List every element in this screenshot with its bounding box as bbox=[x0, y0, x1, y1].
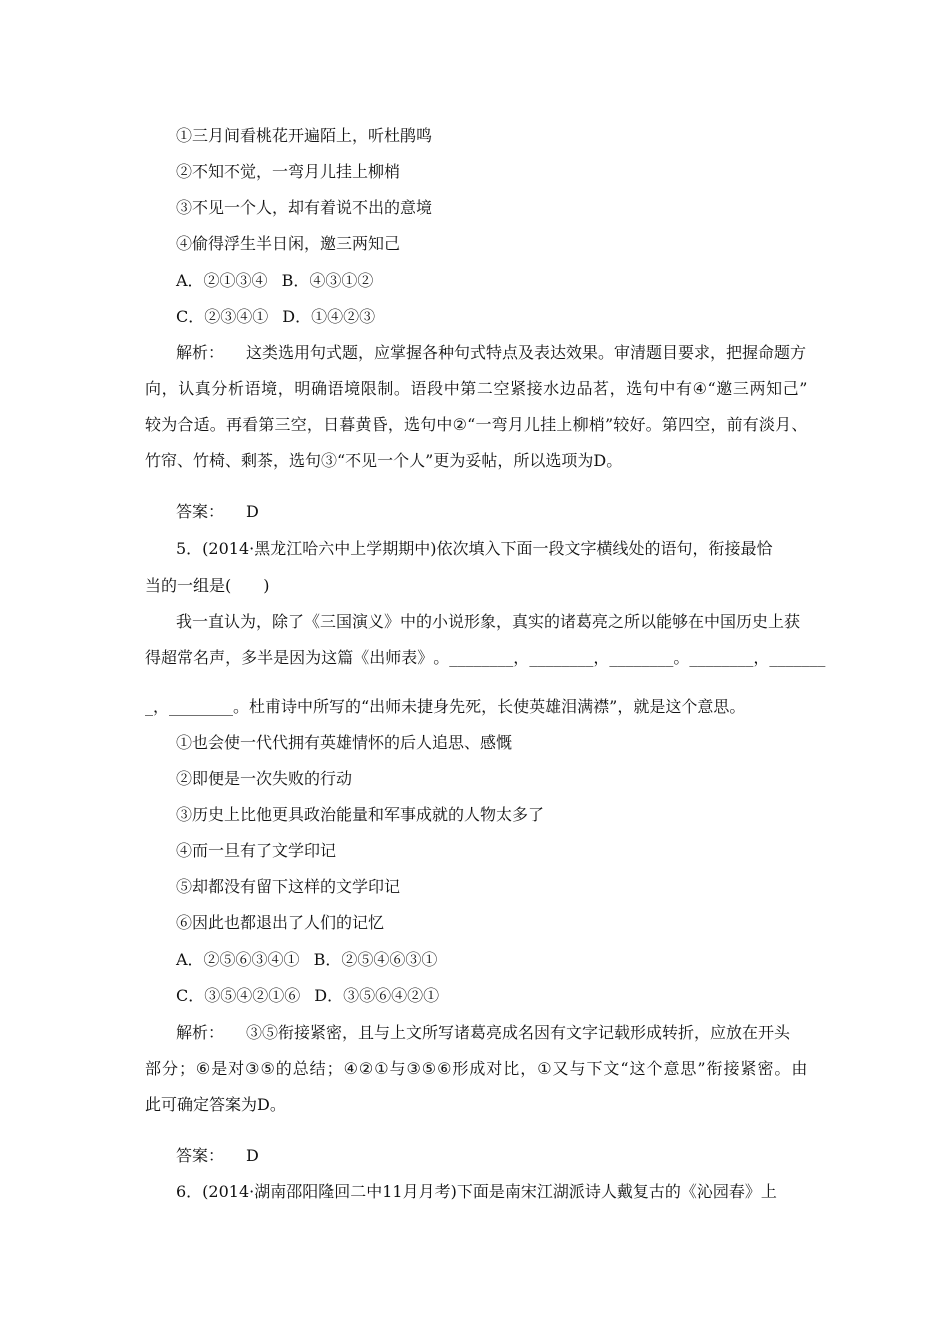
q5-choices-cd bbox=[176, 986, 439, 1006]
answer-value: D bbox=[246, 502, 259, 521]
q5-analysis-text: ③⑤衔接紧密，且与上文所写诸葛亮成名因有文字记载形成转折，应放在开头 bbox=[246, 1023, 791, 1042]
q5-answer-label: 答案： bbox=[176, 1146, 225, 1165]
q5-analysis-label: 解析： bbox=[176, 1023, 225, 1042]
passage-line-2: 得 超 常 名 声 ， 多 半 是 因 为 这 篇 《 出 师 表 》 。 _ _ _ _ _ _ _ _ ， _ _ _ _ _ _ _ _ ， _ _ _ _ _ _ _ _ 。 _ _ _ _ _ _ _ _ ， _ _ _ _ _ _ _ bbox=[145, 648, 826, 667]
question-6-heading: 6．(2014·湖南邵阳隆回二中11月月考)下面是南宋江湖派诗人戴复古的《沁园春》上 bbox=[176, 1182, 777, 1201]
q5-choice-b: B．②⑤④⑥③① bbox=[313, 950, 438, 969]
answer-label: 答案： bbox=[176, 502, 225, 521]
analysis-line-1 bbox=[176, 343, 806, 363]
q5-choices-ab bbox=[176, 950, 437, 970]
analysis-line-3: 较 为 合 适 。 再 看 第 三 空 ， 日 暮 黄 昏 ， 选 句 中 ② “ 一 弯 月 儿 挂 上 柳 梢 ” 较 好 。 第 四 空 ， 前 有 淡 月 、 bbox=[145, 415, 808, 434]
sentence-1: ①也会使一代代拥有英雄情怀的后人追思、感慨 bbox=[176, 733, 513, 752]
sentence-2: ②即便是一次失败的行动 bbox=[176, 769, 353, 788]
q5-choice-d: D．③⑤⑥④②① bbox=[314, 986, 440, 1005]
sentence-4: ④而一旦有了文学印记 bbox=[176, 841, 337, 860]
answer-choices-ab bbox=[176, 271, 373, 291]
sentence-5: ⑤却都没有留下这样的文学印记 bbox=[176, 877, 401, 896]
choice-d: D．①④②③ bbox=[282, 307, 376, 326]
option-line-3: ③不见一个人，却有着说不出的意境 bbox=[176, 198, 433, 217]
analysis-text: 这类选用句式题，应掌握各种句式特点及表达效果。审清题目要求，把握命题方 bbox=[246, 343, 807, 362]
option-line-4: ④偷得浮生半日闲，邀三两知己 bbox=[176, 234, 401, 253]
q5-answer-value: D bbox=[246, 1146, 259, 1165]
passage-line-3: _，________。杜甫诗中所写的“出师未捷身先死，长使英雄泪满襟”，就是这个意思。 bbox=[145, 697, 746, 716]
sentence-3: ③历史上比他更具政治能量和军事成就的人物太多了 bbox=[176, 805, 545, 824]
passage-line-1: 我一直认为，除了《三国演义》中的小说形象，真实的诸葛亮之所以能够在中国历史上获 bbox=[176, 612, 801, 631]
choice-c: C．②③④① bbox=[176, 307, 269, 326]
q5-choice-a: A．②⑤⑥③④① bbox=[176, 950, 300, 969]
answer-choices-cd bbox=[176, 307, 375, 327]
analysis-label: 解析： bbox=[176, 343, 225, 362]
analysis-line-2: 向 ， 认 真 分 析 语 境 ， 明 确 语 境 限 制 。 语 段 中 第 二 空 紧 接 水 边 品 茗 ， 选 句 中 有 ④ “ 邀 三 两 知 己 ” bbox=[145, 379, 808, 398]
choice-a: A．②①③④ bbox=[176, 271, 268, 290]
option-line-1: ①三月间看桃花开遍陌上，听杜鹃鸣 bbox=[176, 126, 433, 145]
choice-b: B．④③①② bbox=[281, 271, 374, 290]
question-5-heading: 5．(2014·黑龙江哈六中上学期期中)依次填入下面一段文字横线处的语句，衔接最恰 bbox=[176, 539, 773, 558]
q5-analysis-line-2: 部 分 ； ⑥ 是 对 ③ ⑤ 的 总 结 ； ④ ② ① 与 ③ ⑤ ⑥ 形 成 对 比 ， ① 又 与 下 文 “ 这 个 意 思 ” 衔 接 紧 密 。 由 bbox=[145, 1059, 808, 1078]
sentence-6: ⑥因此也都退出了人们的记忆 bbox=[176, 913, 385, 932]
analysis-line-4: 竹帘、竹椅、剩茶，选句③“不见一个人”更为妥帖，所以选项为D。 bbox=[145, 451, 623, 470]
answer-line bbox=[176, 502, 259, 522]
q5-analysis-line-3: 此可确定答案为D。 bbox=[145, 1095, 286, 1114]
question-5-heading-cont: 当的一组是( ) bbox=[145, 576, 270, 595]
option-line-2: ②不知不觉，一弯月儿挂上柳梢 bbox=[176, 162, 401, 181]
q5-answer-line bbox=[176, 1146, 259, 1166]
q5-choice-c: C．③⑤④②①⑥ bbox=[176, 986, 301, 1005]
q5-analysis-line-1 bbox=[176, 1023, 790, 1043]
